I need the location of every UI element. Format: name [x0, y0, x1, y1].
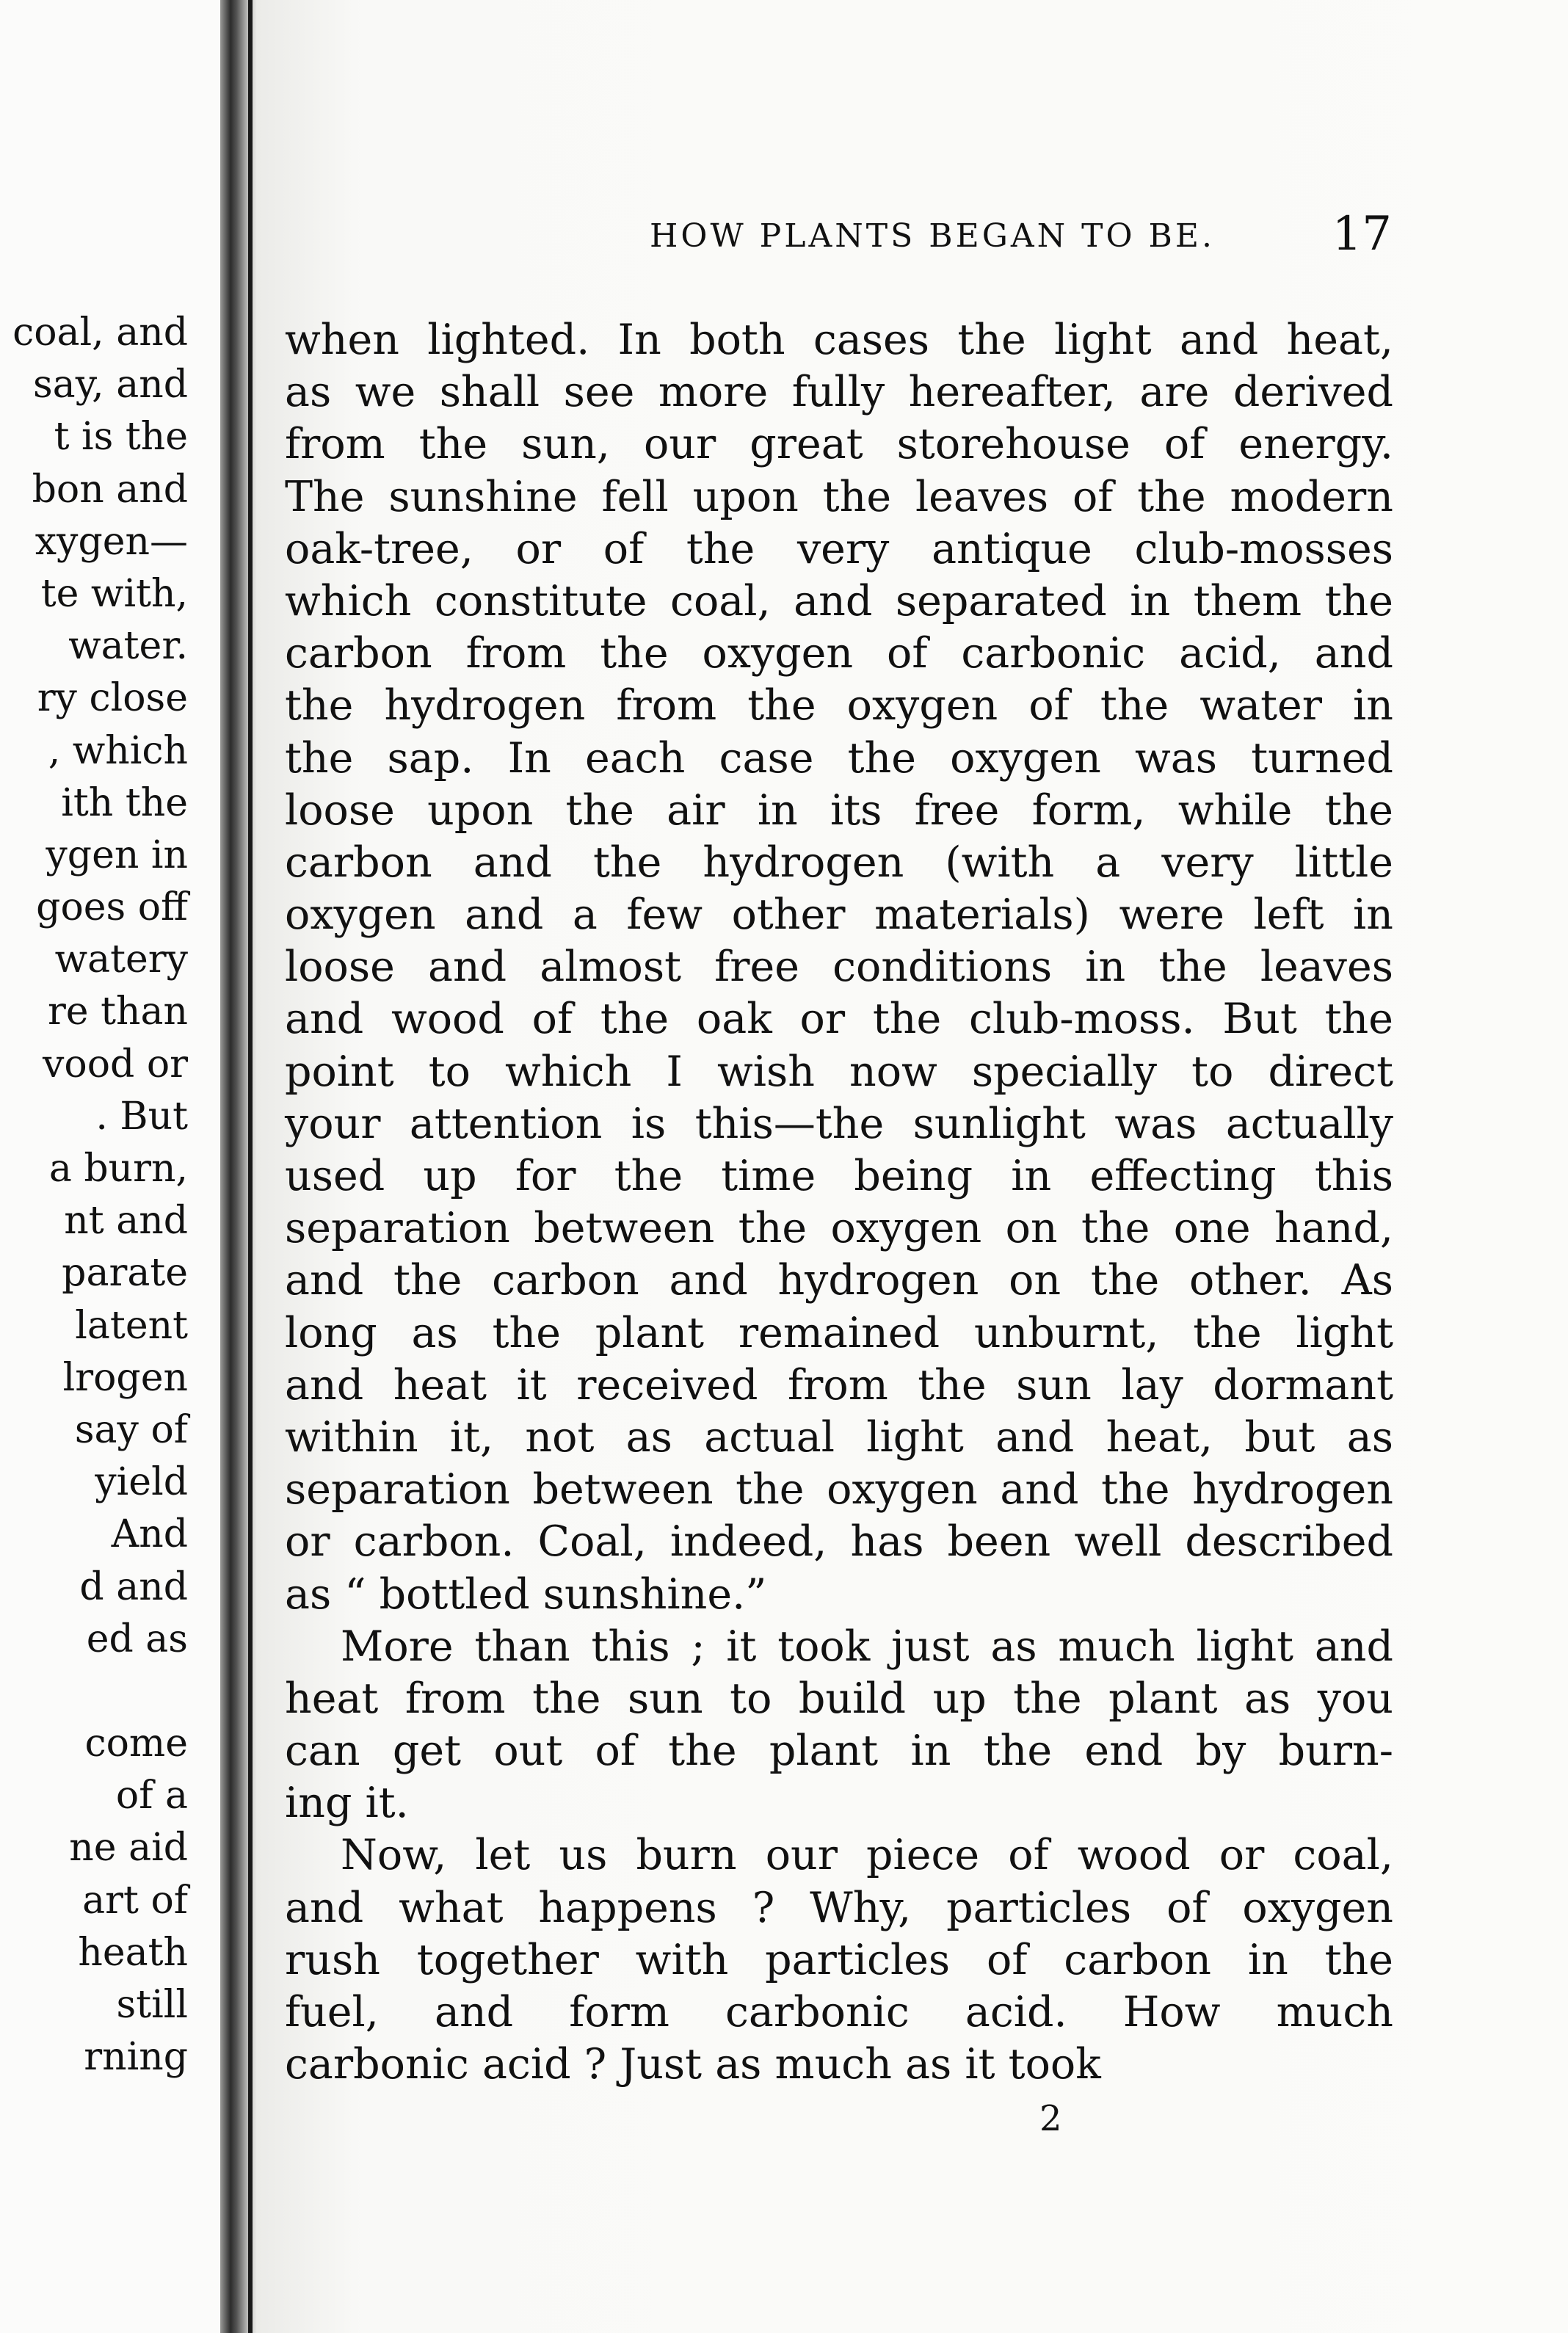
text-line: fuel, and form carbonic acid. How much	[285, 1988, 1393, 2036]
left-page-line: yield	[95, 1460, 188, 1505]
gutter-shadow-line	[248, 0, 253, 2333]
text-line: oak-tree, or of the very antique club-mosses	[285, 524, 1393, 573]
text-line: separation between the oxygen on the one hand,	[285, 1204, 1393, 1253]
paragraph	[285, 1621, 1393, 1830]
text-line: carbon and the hydrogen (with a very little	[285, 838, 1393, 887]
text-line: used up for the time being in effecting this	[285, 1152, 1393, 1200]
left-page-line: xygen—	[35, 519, 188, 564]
text-line: rush together with particles of carbon in the	[285, 1935, 1393, 1984]
text-line: from the sun, our great storehouse of energy.	[285, 420, 1393, 469]
text-line: loose upon the air in its free form, while the	[285, 785, 1393, 835]
text-line: which constitute coal, and separated in them the	[285, 576, 1393, 625]
text-line: your attention is this—the sunlight was actually	[285, 1099, 1393, 1148]
text-line: as we shall see more fully hereafter, are derived	[285, 368, 1393, 417]
body-text	[285, 314, 1393, 2091]
text-line: heat from the sun to build up the plant as you	[285, 1674, 1393, 1723]
left-page-line: lrogen	[62, 1355, 188, 1400]
text-line: the hydrogen from the oxygen of the water in	[285, 681, 1393, 730]
left-page-line: d and	[79, 1564, 188, 1609]
text-line: the sap. In each case the oxygen was turned	[285, 733, 1393, 783]
left-page-line: goes off	[36, 885, 188, 930]
left-page-line: re than	[47, 990, 188, 1034]
left-page-line: a burn,	[48, 1147, 188, 1191]
paragraph	[285, 1829, 1393, 2091]
left-page-line: bon and	[32, 467, 188, 512]
left-page-line: parate	[62, 1251, 188, 1296]
left-page-line: ygen in	[46, 832, 188, 877]
text-line: as “ bottled sunshine.”	[285, 1570, 767, 1619]
left-page-line: ry close	[37, 676, 188, 721]
text-line: More than this ; it took just as much light and	[341, 1622, 1393, 1671]
text-line: and wood of the oak or the club-moss. But the	[285, 995, 1393, 1044]
text-line: and heat it received from the sun lay dormant	[285, 1360, 1393, 1409]
left-page-line: say, and	[33, 363, 188, 407]
running-header	[257, 207, 1568, 266]
left-page-line: heath	[78, 1930, 188, 1975]
right-page	[257, 0, 1568, 2333]
text-line: and the carbon and hydrogen on the other. As	[285, 1256, 1393, 1305]
text-line: ing it.	[285, 1779, 409, 1828]
text-line: within it, not as actual light and heat, but as	[285, 1412, 1393, 1462]
left-page-line: nt and	[64, 1199, 188, 1244]
signature-mark: 2	[1039, 2098, 1062, 2139]
text-line: long as the plant remained unburnt, the light	[285, 1308, 1393, 1357]
left-page-line: vood or	[43, 1042, 188, 1086]
text-line: when lighted. In both cases the light and heat,	[285, 316, 1393, 364]
left-page-line: And	[111, 1512, 188, 1557]
left-page-line: say of	[74, 1407, 188, 1452]
text-line: carbonic acid ? Just as much as it took	[285, 2040, 1101, 2089]
left-page-line: of a	[115, 1774, 188, 1818]
paragraph	[285, 314, 1393, 1621]
left-page-text	[0, 307, 188, 2083]
left-page-line: coal, and	[12, 311, 188, 355]
running-title: HOW PLANTS BEGAN TO BE.	[650, 217, 1215, 255]
text-line: The sunshine fell upon the leaves of the modern	[285, 472, 1393, 521]
text-line: carbon from the oxygen of carbonic acid, and	[285, 629, 1393, 678]
left-facing-page	[0, 0, 220, 2333]
left-page-line: t is the	[54, 415, 188, 460]
text-line: Now, let us burn our piece of wood or coal,	[341, 1831, 1393, 1880]
left-page-line: water.	[68, 624, 188, 669]
text-line: separation between the oxygen and the hydrogen	[285, 1465, 1393, 1514]
text-line: or carbon. Coal, indeed, has been well described	[285, 1517, 1393, 1567]
left-page-line: te with,	[40, 571, 188, 616]
left-page-line: latent	[75, 1303, 188, 1348]
left-page-line: still	[116, 1983, 188, 2027]
page-number: 17	[1332, 207, 1392, 261]
left-page-line: , which	[48, 728, 188, 773]
text-line: and what happens ? Why, particles of oxygen	[285, 1883, 1393, 1932]
left-page-line: come	[84, 1721, 188, 1766]
left-page-line: ith the	[61, 780, 188, 825]
left-page-line: rning	[84, 2035, 188, 2080]
left-page-line: . But	[95, 1094, 188, 1139]
left-page-line: watery	[54, 937, 188, 982]
left-page-line: ne aid	[69, 1826, 188, 1871]
text-line: point to which I wish now specially to direct	[285, 1047, 1393, 1096]
text-line: loose and almost free conditions in the leaves	[285, 943, 1393, 992]
left-page-line	[0, 1666, 188, 1718]
left-page-line: art of	[82, 1878, 188, 1923]
text-line: can get out of the plant in the end by burn-	[285, 1727, 1393, 1776]
text-line: oxygen and a few other materials) were left in	[285, 890, 1393, 940]
left-page-line: ed as	[86, 1617, 188, 1661]
